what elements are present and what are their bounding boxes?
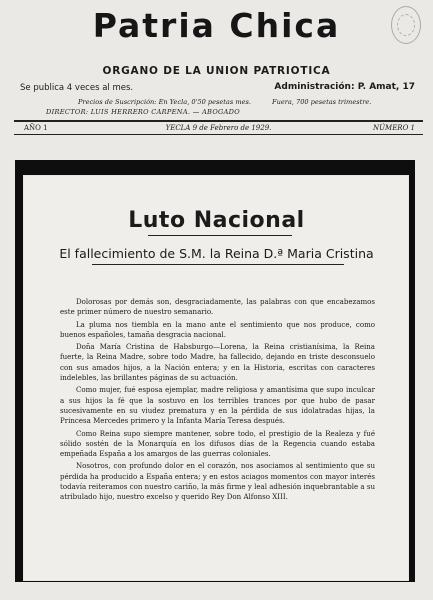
masthead-subtitle: ORGANO DE LA UNION PATRIOTICA (102, 65, 331, 77)
director-line: DIRECTOR: LUIS HERRERO CARPENA. — ABOGADO (46, 108, 240, 116)
article-body (60, 297, 375, 505)
article-heading: Luto Nacional (128, 208, 305, 233)
issue-place-date: YECLA 9 de Febrero de 1929. (165, 124, 272, 132)
masthead-title: Patria Chica (92, 6, 341, 45)
article-paragraph: Nosotros, con profundo dolor en el corazón, nos asociamos al sentimiento que su pérdida ha producido a España entera; y en estos aciagos momentos con mayor interés todavía reiteramos con nuestro cariño, la más firme y leal adhesión inquebrantable a su atribulado hijo, nuestro excelso y querido Rey Don Alfonso XIII. (60, 461, 375, 502)
article-paragraph: Como Reina supo siempre mantener, sobre todo, el prestigio de la Realeza y fué sólido sostén de la Monarquía en los difusos días de la Regencia cuando estaba empeñada España a los amargos de las guerras coloniales. (60, 428, 375, 459)
issue-number: NÚMERO 1 (373, 124, 415, 132)
issue-info-row (14, 123, 423, 133)
subscription-prices: Precios de Suscripción: En Yecla, 0'50 pesetas mes. (78, 98, 251, 106)
bottom-rule (14, 134, 423, 135)
administration-address: Administración: P. Amat, 17 (274, 82, 415, 92)
top-rule (14, 120, 423, 122)
subscription-prices-outside: Fuera, 700 pesetas trimestre. (272, 98, 372, 106)
article-paragraph: Como mujer, fué esposa ejemplar, madre religiosa y amantísima que supo inculcar a sus hijos la fé que la sostuvo en los terribles trances por que hubo de pasar sucesivamente en su viudez prematura y en la pérdida de sus idolatradas hijas, la Princesa Mercedes primero y la Infanta María Teresa después. (60, 385, 375, 426)
article-paragraph: Doña María Cristina de Habsburgo—Lorena, la Reina cristianísima, la Reina fuerte, la Reina Madre, sobre todo Madre, ha fallecido, dejando en triste desconsuelo con sus amados hijos, a la Nación entera; y en la Historia, escritas con caracteres indelebles, las brillantes páginas de su actuación. (60, 342, 375, 383)
publication-frequency: Se publica 4 veces al mes. (20, 83, 134, 93)
issue-year: AÑO 1 (24, 124, 48, 132)
article-subheading: El fallecimiento de S.M. la Reina D.ª Maria Cristina (59, 246, 374, 261)
subheading-underline (92, 264, 344, 265)
heading-underline (148, 235, 292, 236)
article-paragraph: Dolorosas por demás son, desgraciadamente, las palabras con que encabezamos este primer número de nuestro semanario. (60, 297, 375, 317)
article-paragraph: La pluma nos tiembla en la mano ante el sentimiento que nos produce, como buenos españoles, tamaña desgracia nacional. (60, 319, 375, 339)
